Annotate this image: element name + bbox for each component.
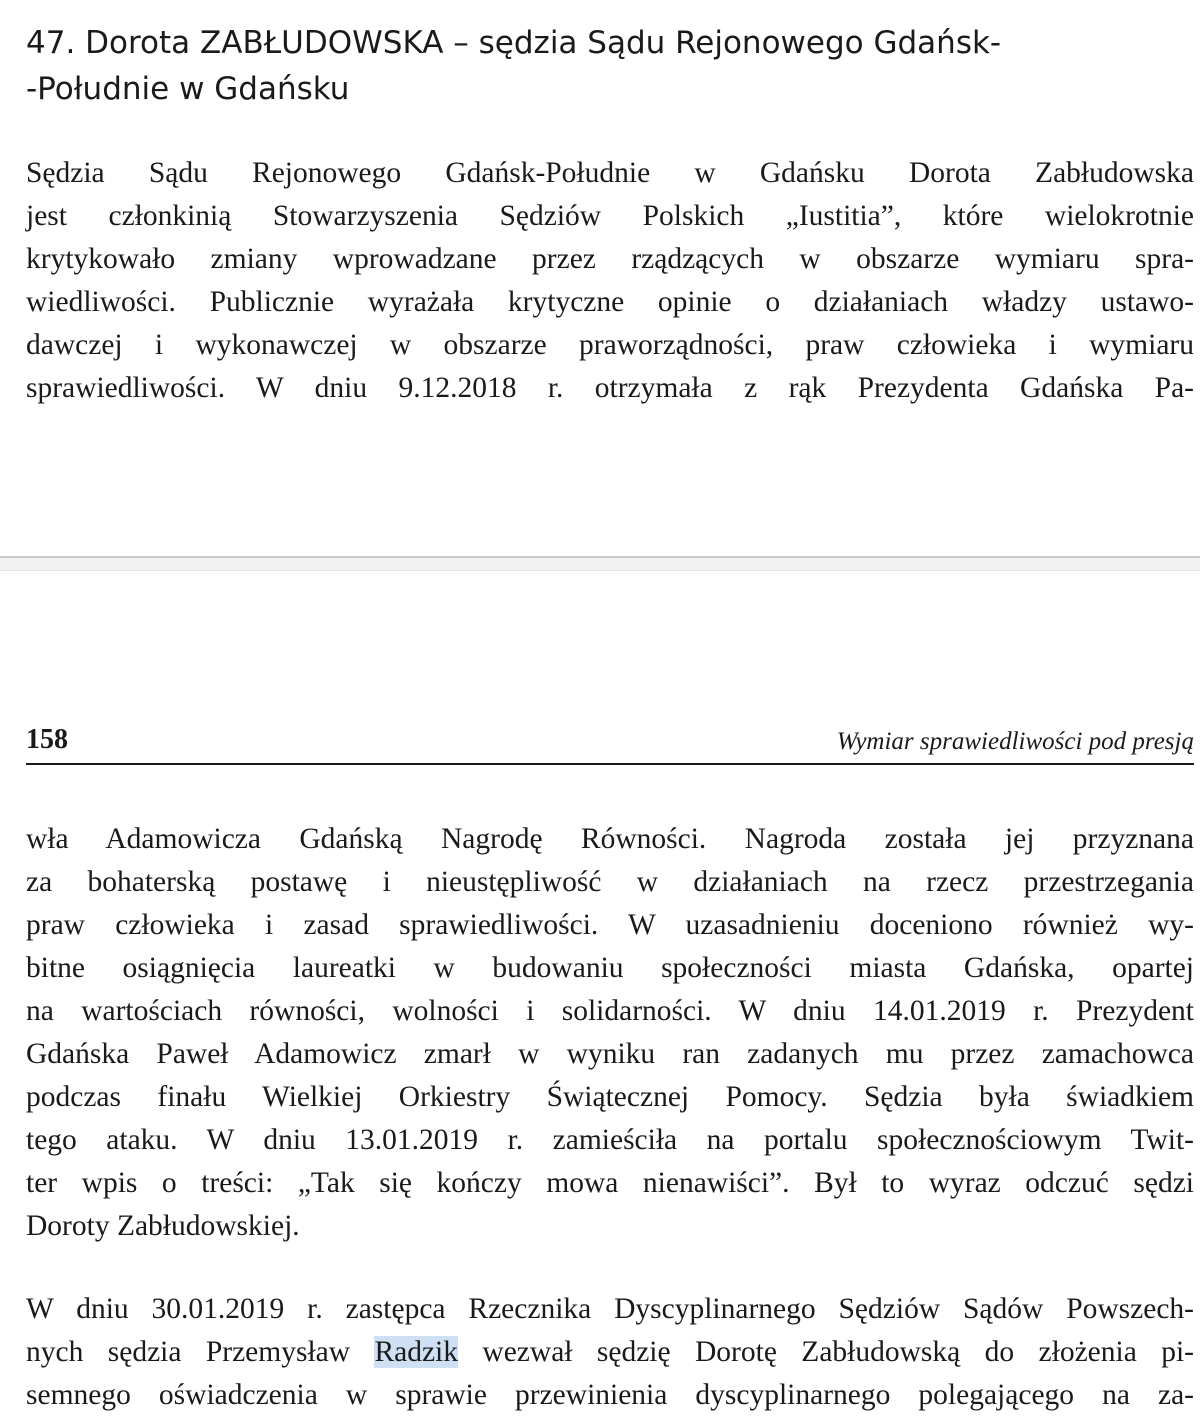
text-line: semnego oświadczenia w sprawie przewinienia dyscyplinarnego polegającego na za- xyxy=(26,1379,1194,1411)
running-header xyxy=(26,721,1194,765)
text-line: podczas finału Wielkiej Orkiestry Świątecznej Pomocy. Sędzia była świadkiem xyxy=(26,1081,1194,1113)
text-line: sprawiedliwości. W dniu 9.12.2018 r. otrzymała z rąk Prezydenta Gdańska Pa- xyxy=(26,372,1194,404)
text-line: Gdańska Paweł Adamowicz zmarł w wyniku ran zadanych mu przez zamachowca xyxy=(26,1038,1194,1070)
text-segment: wezwał sędzię Dorotę Zabłudowską do złożenia pi- xyxy=(458,1336,1194,1368)
text-line: ter wpis o treści: „Tak się kończy mowa nienawiści”. Był to wyraz odczuć sędzi xyxy=(26,1167,1194,1199)
section-heading-line-2: -Południe w Gdańsku xyxy=(26,71,350,107)
text-line: praw człowieka i zasad sprawiedliwości. W uzasadnieniu doceniono również wy- xyxy=(26,909,1194,941)
body-paragraph-continued xyxy=(26,818,1194,1248)
text-line: krytykowało zmiany wprowadzane przez rządzących w obszarze wymiaru spra- xyxy=(26,243,1194,275)
document-page-bottom xyxy=(0,571,1200,1414)
text-line: Sędzia Sądu Rejonowego Gdańsk-Południe w Gdańsku Dorota Zabłudowska xyxy=(26,157,1194,189)
page-break-separator xyxy=(0,556,1200,571)
text-segment: nych sędzia Przemysław xyxy=(26,1336,375,1368)
text-line: wiedliwości. Publicznie wyrażała krytyczne opinie o działaniach władzy ustawo- xyxy=(26,286,1194,318)
text-line-with-selection xyxy=(26,1331,1194,1374)
text-line: bitne osiągnięcia laureatki w budowaniu społeczności miasta Gdańska, opartej xyxy=(26,952,1194,984)
document-page-top xyxy=(0,0,1200,556)
page-number: 158 xyxy=(26,724,68,755)
text-line: na wartościach równości, wolności i solidarności. W dniu 14.01.2019 r. Prezydent xyxy=(26,995,1194,1027)
section-heading xyxy=(26,20,1186,112)
text-line: jest członkinią Stowarzyszenia Sędziów Polskich „Iustitia”, które wielokrotnie xyxy=(26,200,1194,232)
text-line: tego ataku. W dniu 13.01.2019 r. zamieściła na portalu społecznościowym Twit- xyxy=(26,1124,1194,1156)
text-line: wła Adamowicza Gdańską Nagrodę Równości. Nagroda została jej przyznana xyxy=(26,823,1194,855)
running-title: Wymiar sprawiedliwości pod presją xyxy=(836,728,1194,755)
body-paragraph-top xyxy=(26,152,1194,410)
selected-text[interactable]: Radzik xyxy=(374,1336,458,1368)
text-line: W dniu 30.01.2019 r. zastępca Rzecznika Dyscyplinarnego Sędziów Sądów Powszech- xyxy=(26,1293,1194,1325)
section-heading-line-1: 47. Dorota ZABŁUDOWSKA – sędzia Sądu Rejonowego Gdańsk- xyxy=(26,25,1002,61)
body-paragraph-next xyxy=(26,1288,1194,1417)
text-line: dawczej i wykonawczej w obszarze praworządności, praw człowieka i wymiaru xyxy=(26,329,1194,361)
text-line: za bohaterską postawę i nieustępliwość w działaniach na rzecz przestrzegania xyxy=(26,866,1194,898)
text-line: Doroty Zabłudowskiej. xyxy=(26,1210,300,1242)
